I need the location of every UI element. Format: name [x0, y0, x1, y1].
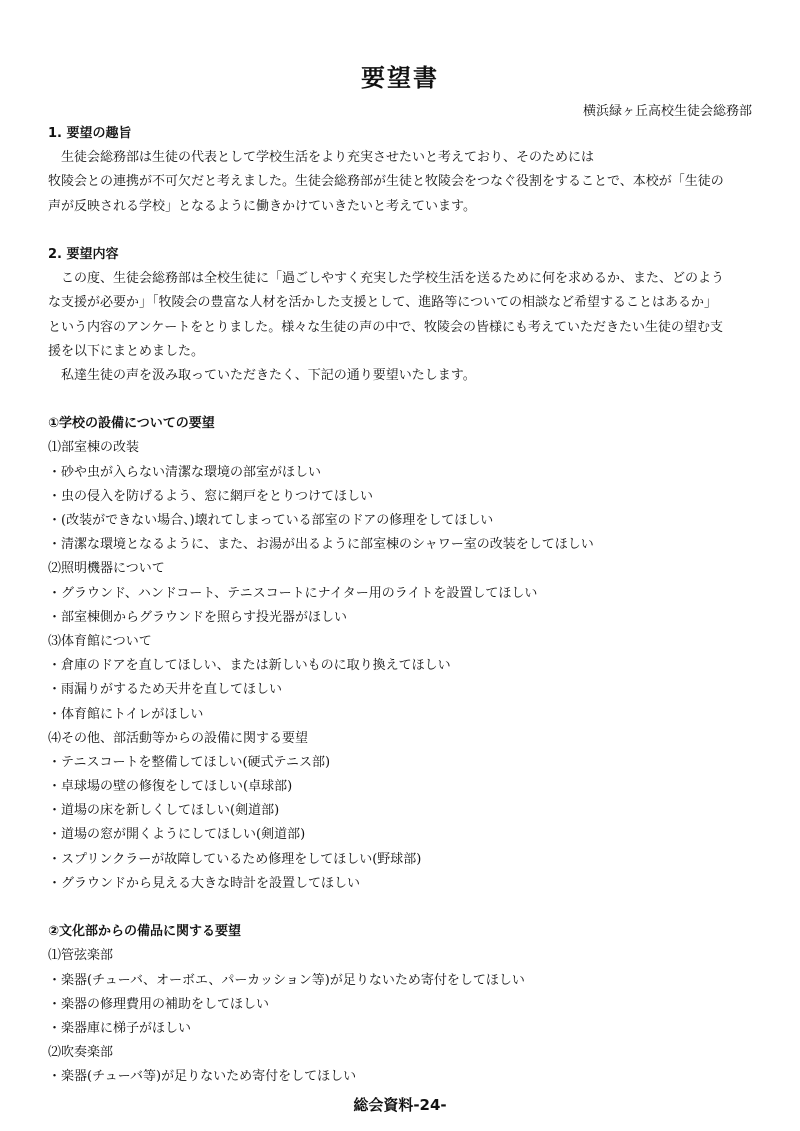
list-item: ・楽器庫に梯子がほしい [48, 1020, 192, 1036]
group-label: ⑶体育館について [48, 633, 152, 649]
list-item: ・(改装ができない場合、)壊れてしまっている部室のドアの修理をしてほしい [48, 513, 494, 528]
document-author: 横浜緑ヶ丘高校生徒会総務部 [582, 104, 752, 119]
list-item: ・スプリンクラーが故障しているため修理をしてほしい(野球部) [48, 851, 422, 867]
list-item: ・楽器(チューバ等)が足りないため寄付をしてほしい [48, 1069, 357, 1085]
document-title: 要望書 [361, 64, 439, 92]
section1-heading: 1. 要望の趣旨 [48, 126, 132, 141]
list-item: ・清潔な環境となるように、また、お湯が出るように部室棟のシャワー室の改装をしてほしい [48, 537, 594, 553]
section2-paragraph-line: という内容のアンケートをとりました。様々な生徒の声の中で、牧陵会の皆様にも考えていただきたい生徒の望む支 [48, 319, 723, 335]
list-item: ・倉庫のドアを直してほしい、または新しいものに取り換えてほしい [48, 658, 451, 674]
section2-paragraph-line: この度、生徒会総務部は全校生徒に「過ごしやすく充実した学校生活を送るために何を求めるか、また、どのよう [61, 271, 725, 287]
list-item: ・道場の窓が開くようにしてほしい(剣道部) [48, 827, 306, 843]
list-item: ・体育館にトイレがほしい [48, 706, 204, 722]
spacer [48, 388, 754, 412]
document-body [48, 122, 754, 1090]
requests2-heading: ②文化部からの備品に関する要望 [48, 924, 242, 940]
list-item: ・虫の侵入を防げるよう、窓に網戸をとりつけてほしい [48, 488, 374, 504]
list-item: ・部室棟側からグラウンドを照らす投光器がほしい [48, 609, 348, 625]
spacer [48, 219, 754, 243]
list-item: ・楽器(チューバ、オーボエ、パーカッション等)が足りないため寄付をしてほしい [48, 972, 525, 988]
list-item: ・楽器の修理費用の補助をしてほしい [48, 996, 270, 1012]
group-label: ⑵照明機器について [48, 561, 165, 577]
list-item: ・テニスコートを整備してほしい(硬式テニス部) [48, 754, 331, 770]
list-item: ・道場の床を新しくしてほしい(剣道部) [48, 803, 280, 819]
section1-paragraph-line: 声が反映される学校」となるように働きかけていきたいと考えています。 [48, 198, 476, 214]
list-item: ・グラウンド、ハンドコート、テニスコートにナイター用のライトを設置してほしい [48, 585, 538, 601]
section2-heading: 2. 要望内容 [48, 246, 119, 262]
section2-paragraph-line: 私達生徒の声を汲み取っていただきたく、下記の通り要望いたします。 [61, 367, 476, 383]
spacer [48, 896, 754, 920]
page-footer: 総会資料-24- [353, 1096, 447, 1114]
section2-paragraph-line: な支援が必要か」「牧陵会の豊富な人材を活かした支援として、進路等についての相談など希望することはあるか」 [48, 295, 717, 311]
group-label: ⑷その他、部活動等からの設備に関する要望 [48, 730, 309, 746]
section1-paragraph-line: 牧陵会との連携が不可欠だと考えました。生徒会総務部が生徒と牧陵会をつなぐ役割をすることで、本校が「生徒の [48, 174, 724, 190]
list-item: ・グラウンドから見える大きな時計を設置してほしい [48, 875, 361, 891]
section1-paragraph-line: 生徒会総務部は生徒の代表として学校生活をより充実させたいと考えており、そのためには [61, 150, 595, 166]
list-item: ・雨漏りがするため天井を直してほしい [48, 682, 283, 698]
list-item: ・砂や虫が入らない清潔な環境の部室がほしい [48, 464, 322, 480]
section2-paragraph-line: 援を以下にまとめました。 [48, 343, 205, 359]
requests1-heading: ①学校の設備についての要望 [48, 416, 215, 432]
group-label: ⑵吹奏楽部 [48, 1045, 114, 1061]
list-item: ・卓球場の壁の修復をしてほしい(卓球部) [48, 779, 293, 795]
group-label: ⑴部室棟の改装 [48, 440, 140, 456]
group-label: ⑴管弦楽部 [48, 948, 114, 964]
